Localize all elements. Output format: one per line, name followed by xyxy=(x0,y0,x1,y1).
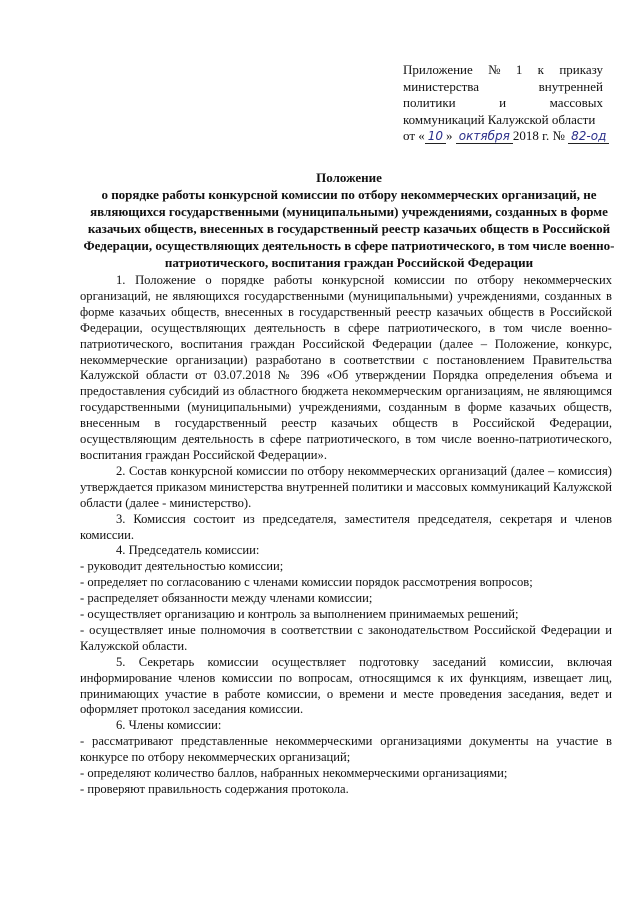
handwritten-month: октября xyxy=(456,130,513,144)
annex-header xyxy=(403,62,607,145)
list-item: - проверяют правильность содержания протокола. xyxy=(80,782,349,796)
title-heading: Положение xyxy=(316,170,382,185)
list-item: - осуществляет иные полномочия в соответствии с законодательством Российской Федерации и Калужской области. xyxy=(80,622,612,653)
handwritten-day: 10 xyxy=(425,130,446,144)
paragraph-2: 2. Состав конкурсной комиссии по отбору некоммерческих организаций (далее – комиссия) утверждается приказом министерства внутренней политики и массовых коммуникаций Калужской области (далее - министерство). xyxy=(80,463,612,510)
paragraph-3: 3. Комиссия состоит из председателя, заместителя председателя, секретаря и членов комиссии. xyxy=(80,511,612,542)
paragraph-6: 6. Члены комиссии: xyxy=(116,718,222,733)
document-title xyxy=(80,169,618,271)
paragraph-4: 4. Председатель комиссии: xyxy=(116,543,260,558)
list-item: - определяют количество баллов, набранных некоммерческими организациями; xyxy=(80,766,508,781)
annex-line-2 xyxy=(403,79,603,96)
list-item: - руководит деятельностью комиссии; xyxy=(80,559,284,574)
paragraph-1: 1. Положение о порядке работы конкурсной комиссии по отбору некоммерческих организаций, не являющихся государственными (муниципальными) учреждениями, созданных в форме казачьих обществ, внесенных в государственный реестр казачьих обществ в Российской Федерации, осуществляющих деятельность в сфере патриотического, в том числе военно-патриотического, воспитания граждан Российской Федерации (далее – Положение, конкурс, некоммерческие организации) разработано в соответствии с постановлением Правительства Калужской области от 03.07.2018 № 396 «Об утверждении Порядка определения объема и предоставления субсидий из областного бюджета некоммерческим организациям, не являющимся государственными (муниципальными) учреждениями, созданным в форме казачьих обществ, внесенным в государственный реестр казачьих обществ в Российской Федерации, осуществляющим деятельность в сфере патриотического, в том числе военно-патриотического, воспитания граждан Российской Федерации». xyxy=(80,273,612,462)
annex-word: и xyxy=(499,95,507,110)
annex-word: к xyxy=(537,62,544,77)
annex-line-1 xyxy=(403,62,603,79)
annex-word: политики xyxy=(403,95,456,110)
date-mid: » xyxy=(446,128,453,143)
annex-word: 1 xyxy=(515,62,523,77)
annex-word: № xyxy=(488,62,501,77)
annex-date-line xyxy=(403,128,607,145)
annex-word: массовых xyxy=(549,95,603,110)
document-body xyxy=(80,273,612,798)
annex-word: приказу xyxy=(559,62,603,77)
date-prefix: от « xyxy=(403,128,425,143)
annex-line-3 xyxy=(403,95,603,112)
list-item: - распределяет обязанности между членами комиссии; xyxy=(80,591,373,606)
annex-word: министерства xyxy=(403,78,480,94)
annex-word: Приложение xyxy=(403,62,473,77)
annex-line-4: коммуникаций Калужской области xyxy=(403,111,596,127)
list-item: - определяет по согласованию с членами комиссии порядок рассмотрения вопросов; xyxy=(80,575,533,590)
paragraph-5: 5. Секретарь комиссии осуществляет подготовку заседаний комиссии, включая информирование членов комиссии по вопросам, относящимся к их функциям, извещает лиц, принимающих участие в работе комиссии, о времени и месте проведения заседания, ведет и оформляет протокол заседания комиссии. xyxy=(80,654,612,717)
handwritten-order-number: 82-од xyxy=(568,130,609,144)
list-item: - осуществляет организацию и контроль за выполнением принимаемых решений; xyxy=(80,607,519,622)
title-subtitle: о порядке работы конкурсной комиссии по отбору некоммерческих организаций, не являющихся государственными (муниципальными) учреждениями, созданных в форме казачьих обществ, внесенных в государственный реестр казачьих обществ в Российской Федерации, осуществляющих деятельность в сфере патриотического, в том числе военно-патриотического, воспитания граждан Российской Федерации xyxy=(83,187,615,270)
annex-word: внутренней xyxy=(538,78,603,94)
list-item: - рассматривают представленные некоммерческими организациями документы на участие в конкурсе по отбору некоммерческих организаций; xyxy=(80,734,612,765)
date-year: 2018 г. № xyxy=(512,128,565,143)
